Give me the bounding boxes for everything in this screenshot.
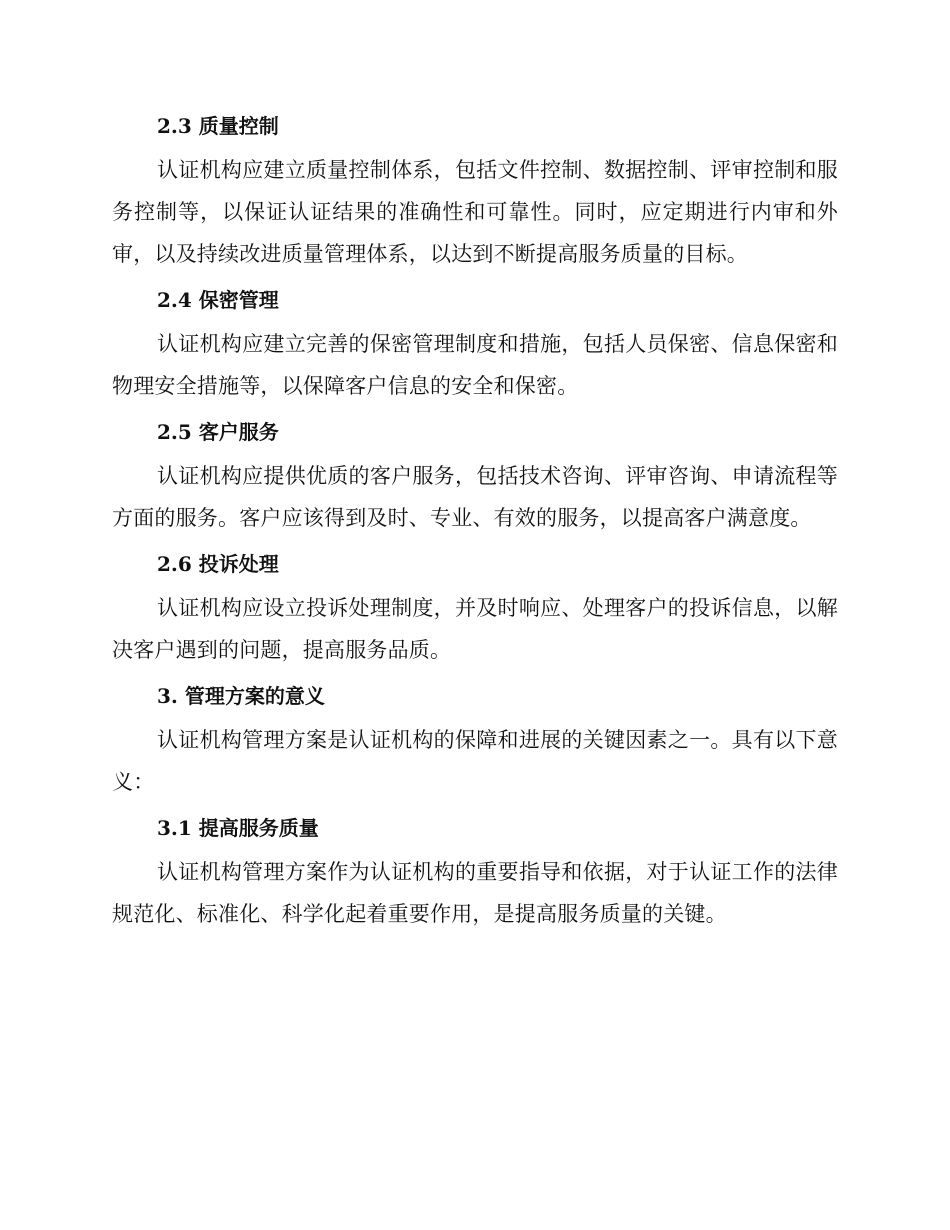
- section-paragraph-2-4: 认证机构应建立完善的保密管理制度和措施，包括人员保密、信息保密和物理安全措施等，以保障客户信息的安全和保密。: [112, 332, 838, 398]
- section-heading-2-6: 2.6 投诉处理: [157, 552, 279, 576]
- section-heading-2-4: 2.4 保密管理: [157, 288, 279, 312]
- section-paragraph-2-5: 认证机构应提供优质的客户服务，包括技术咨询、评审咨询、申请流程等方面的服务。客户应该得到及时、专业、有效的服务，以提高客户满意度。: [112, 464, 838, 530]
- section-heading-3: 3. 管理方案的意义: [157, 684, 325, 708]
- section-heading-3-1: 3.1 提高服务质量: [157, 816, 319, 840]
- section-paragraph-2-3: 认证机构应建立质量控制体系，包括文件控制、数据控制、评审控制和服务控制等，以保证认证结果的准确性和可靠性。同时，应定期进行内审和外审，以及持续改进质量管理体系，以达到不断提高服务质量的目标。: [112, 158, 838, 266]
- section-heading-2-3: 2.3 质量控制: [157, 114, 279, 138]
- section-paragraph-3: 认证机构管理方案是认证机构的保障和进展的关键因素之一。具有以下意义：: [112, 728, 838, 794]
- section-paragraph-3-1: 认证机构管理方案作为认证机构的重要指导和依据，对于认证工作的法律规范化、标准化、科学化起着重要作用，是提高服务质量的关键。: [112, 860, 838, 926]
- section-heading-2-5: 2.5 客户服务: [157, 420, 279, 444]
- section-paragraph-2-6: 认证机构应设立投诉处理制度，并及时响应、处理客户的投诉信息，以解决客户遇到的问题，提高服务品质。: [112, 596, 838, 662]
